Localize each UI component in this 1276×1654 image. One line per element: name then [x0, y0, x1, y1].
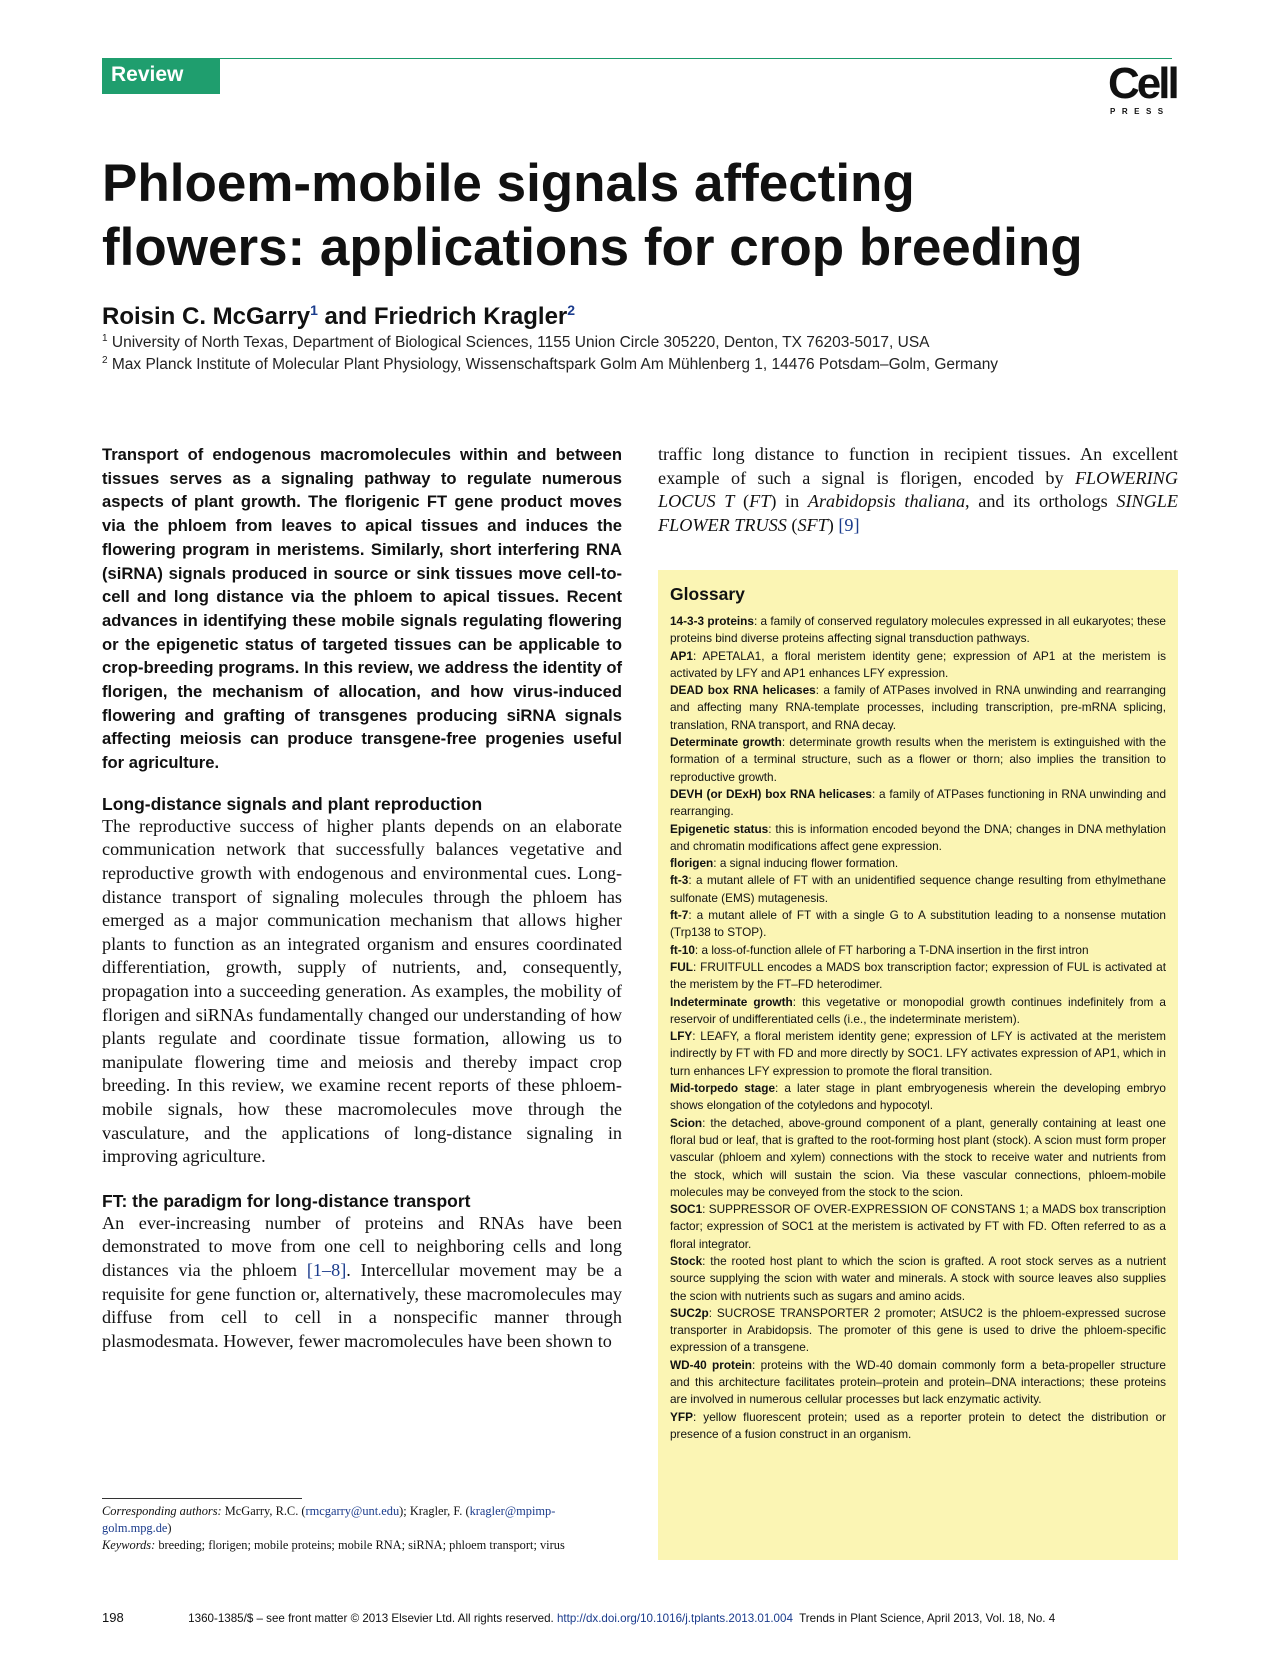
glossary-definition: : determinate growth results when the meristem is extinguished with the formation of a terminal structure, such as a flower or thorn; also implies the transition to reproductive growth.	[670, 735, 1166, 784]
glossary-term: DEVH (or DExH) box RNA helicases	[670, 786, 872, 801]
author-2-affil-mark: 2	[567, 302, 576, 318]
author-list	[102, 302, 575, 331]
glossary-definition: : a signal inducing flower formation.	[713, 856, 899, 871]
doi-link[interactable]: http://dx.doi.org/10.1016/j.tplants.2013.01.004	[556, 1612, 793, 1625]
glossary-item	[670, 907, 1166, 942]
glossary-term: ft-3	[670, 873, 689, 888]
author-1-affil-mark: 1	[310, 302, 318, 318]
glossary-item	[670, 1357, 1166, 1409]
glossary-definition: : a family of conserved regulatory molecules expressed in all eukaryotes; these proteins bind diverse proteins affecting signal transduction pathways.	[670, 614, 1166, 646]
glossary-term: Indeterminate growth	[670, 994, 793, 1009]
title-line-2: flowers: applications for crop breeding	[102, 218, 1083, 277]
glossary-term: florigen	[670, 856, 714, 871]
glossary-item	[670, 994, 1166, 1029]
affiliation-2	[102, 355, 1182, 374]
species-name: Arabidopsis thaliana	[807, 491, 966, 512]
glossary-term: Mid-torpedo stage	[670, 1081, 776, 1096]
glossary-item	[670, 1305, 1166, 1357]
header-rule	[102, 58, 1172, 59]
glossary-definition: : a family of ATPases involved in RNA unwinding and rearranging and affecting many RNA-template processes, including transcription, pre-mRNA splicing, translation, RNA transport, and RNA decay.	[670, 683, 1166, 732]
journal-info: Trends in Plant Science, April 2013, Vol. 18, No. 4	[792, 1612, 1056, 1625]
cell-press-logo	[1108, 59, 1177, 120]
glossary-definition: : proteins with the WD-40 domain commonly form a beta-propeller structure and this architecture facilitates protein–protein and protein–DNA interactions; these proteins are involved in numerous cellular processes but lack enzymatic activity.	[670, 1357, 1166, 1407]
glossary-item	[670, 942, 1166, 959]
glossary-term: FUL	[670, 959, 693, 974]
glossary-item	[670, 1080, 1166, 1115]
glossary-definition: : the detached, above-ground component of a plant, generally containing at least one floral bud or leaf, that is grafted to the root-forming host plant (stock). A scion must form proper vascular (phloem and xylem) connections with the stock to receive water and nutrients from the stock, which will sustain the scion. Via these vascular connections, phloem-mobile molecules may be conveyed from the stock to the scion.	[670, 1115, 1166, 1199]
glossary-item	[670, 1201, 1166, 1253]
glossary-definition: : LEAFY, a floral meristem identity gene; expression of LFY is activated at the meristem indirectly by FT with FD and more directly by SOC1. LFY activates expression of AP1, which in turn enhances LFY expression to promote the floral transition.	[670, 1029, 1166, 1078]
glossary-definition: : this vegetative or monopodial growth continues indefinitely from a reservoir of undifferentiated cells (i.e., the indeterminate meristem).	[670, 994, 1166, 1026]
glossary-definition: : SUPPRESSOR OF OVER-EXPRESSION OF CONSTANS 1; a MADS box transcription factor; expression of SOC1 at the meristem is activated by FT with FD. Often referred to as a floral integrator.	[670, 1202, 1166, 1251]
right-text-paren-2: (	[786, 514, 798, 535]
corresponding-text-a: McGarry, R.C. (	[221, 1504, 306, 1518]
glossary-term: LFY	[670, 1029, 693, 1044]
glossary-box	[658, 570, 1178, 1560]
right-text-close: )	[827, 514, 839, 535]
author-1: Roisin C. McGarry	[102, 303, 311, 330]
left-column	[102, 443, 622, 1353]
glossary-definition: : a mutant allele of FT with an unidentified sequence change resulting from ethylmethane sulfonate (EMS) mutagenesis.	[670, 873, 1166, 905]
section-1-text: The reproductive success of higher plants depends on an elaborate communication network that successfully balances vegetative and reproductive growth with endogenous and environmental cues. Long-distance transport of signaling molecules through the phloem has emerged as a major communication mechanism that allows higher plants to function as an integrated organism and ensures coordinated differentiation, growth, supply of nutrients, and, consequently, propagation into a succeeding generation. As examples, the mobility of florigen and siRNAs fundamentally changed our understanding of how plants regulate and coordinate tissue formation, allowing us to manipulate flowering time and meiosis and thereby impact crop breeding. In this review, we examine recent reports of these phloem-mobile signals, how these macromolecules move through the vasculature, and the applications of long-distance signaling in improving agriculture.	[102, 815, 622, 1167]
page-footer	[102, 1610, 1178, 1625]
glossary-definition: : a later stage in plant embryogenesis wherein the developing embryo shows elongation of the cotyledons and hypocotyl.	[670, 1081, 1166, 1113]
affiliation-1	[102, 333, 1182, 352]
right-text-a: traffic long distance to function in recipient tissues. An excellent example of such a signal is florigen, encoded by	[658, 444, 1178, 488]
affiliation-1-text: University of North Texas, Department of Biological Sciences, 1155 Union Circle 305220, Denton, TX 76203-5017, USA	[111, 334, 930, 352]
glossary-definition: : this is information encoded beyond the DNA; changes in DNA methylation and chromatin modifications affect gene expression.	[670, 821, 1166, 853]
citation-link-9[interactable]: [9]	[838, 514, 860, 535]
glossary-item	[670, 1028, 1166, 1080]
glossary-item	[670, 872, 1166, 907]
glossary-term: ft-10	[670, 942, 695, 957]
glossary-item	[670, 1253, 1166, 1305]
affiliation-2-mark: 2	[102, 355, 108, 366]
glossary-definition: : a mutant allele of FT with a single G to A substitution leading to a nonsense mutation (Trp138 to STOP).	[670, 908, 1166, 940]
section-2-text-b: . Intercellular movement may be a requisite for gene function or, alternatively, these macromolecules may diffuse from cell to cell in a nonspecific manner through plasmodesmata. However, fewer macromolecules have been shown to	[102, 1259, 622, 1351]
abstract: Transport of endogenous macromolecules within and between tissues serves as a signaling pathway to regulate numerous aspects of plant growth. The florigenic FT gene product moves via the phloem from leaves to apical tissues and induces the flowering program in meristems. Similarly, short interfering RNA (siRNA) signals produced in source or sink tissues move cell-to-cell and long distance via the phloem to apical tissues. Recent advances in identifying these mobile signals regulating flowering or the epigenetic status of targeted tissues can be applicable to crop-breeding programs. In this review, we address the identity of florigen, the mechanism of allocation, and how virus-induced flowering and grafting of transgenes producing siRNA signals affecting meiosis can produce transgene-free progenies useful for agriculture.	[102, 445, 622, 773]
corresponding-text-b: ); Kragler, F. (	[399, 1504, 470, 1518]
glossary-term: 14-3-3 proteins	[670, 614, 754, 628]
author-join: and	[317, 303, 374, 330]
glossary-item	[670, 682, 1166, 734]
keywords-label: Keywords:	[102, 1538, 156, 1552]
email-link-2[interactable]: kragler@mpimp-golm.mpg.de	[102, 1504, 556, 1535]
footnote	[102, 1503, 622, 1554]
right-text-paren: (	[734, 491, 750, 512]
section-2-text	[102, 1212, 622, 1354]
author-2: Friedrich Kragler	[373, 303, 568, 330]
glossary-item	[670, 855, 1166, 872]
glossary-term: Determinate growth	[670, 735, 782, 750]
section-heading-2: FT: the paradigm for long-distance transport	[102, 1190, 471, 1211]
corresponding-label: Corresponding authors:	[102, 1504, 222, 1518]
section-2-text-a: An ever-increasing number of proteins and RNAs have been demonstrated to move from one cell to neighboring cells and long distances via the phloem	[102, 1212, 622, 1280]
affiliation-2-text: Max Planck Institute of Molecular Plant Physiology, Wissenschaftspark Golm Am Mühlenberg 1, 14476 Potsdam–Golm, Germany	[111, 356, 999, 374]
glossary-term: Scion	[670, 1115, 703, 1130]
footnote-divider	[102, 1498, 302, 1499]
glossary-term: WD-40 protein	[670, 1357, 753, 1372]
glossary-item	[670, 1409, 1166, 1444]
glossary-term: SOC1	[670, 1202, 703, 1217]
logo-press: PRESS	[1110, 107, 1170, 116]
glossary-definition: : yellow fluorescent protein; used as a reporter protein to detect the distribution or presence of a fusion construct in an organism.	[670, 1409, 1166, 1441]
glossary-definition: : SUCROSE TRANSPORTER 2 promoter; AtSUC2 is the phloem-expressed sucrose transporter in Arabidopsis. The promoter of this gene is used to drive the phloem-specific expression of a transgene.	[670, 1305, 1166, 1355]
glossary-definition: : a loss-of-function allele of FT harboring a T-DNA insertion in the first intron	[694, 942, 1089, 957]
right-column-text	[658, 443, 1178, 537]
email-link-1[interactable]: rmcgarry@unt.edu	[305, 1504, 400, 1518]
gene-name-ft: FT	[749, 491, 771, 512]
citation-link[interactable]: [1–8]	[306, 1259, 347, 1280]
glossary-definition: : FRUITFULL encodes a MADS box transcription factor; expression of FUL is activated at the meristem by the FT–FD heterodimer.	[670, 959, 1166, 992]
gene-name-sft: SFT	[797, 514, 828, 535]
corresponding-text-c: )	[167, 1521, 172, 1535]
article-title	[102, 152, 1182, 280]
glossary-definition: : the rooted host plant to which the scion is grafted. A root stock serves as a nutrient source supplying the scion with water and minerals. A stock with source leaves also supplies the scion with nutrients such as sugars and amino acids.	[670, 1253, 1166, 1303]
section-heading-1: Long-distance signals and plant reproduction	[102, 793, 483, 814]
glossary-item	[670, 734, 1166, 786]
glossary-item	[670, 786, 1166, 821]
glossary-term: YFP	[670, 1409, 693, 1424]
glossary-definition: : APETALA1, a floral meristem identity gene; expression of AP1 at the meristem is activated by LFY and AP1 enhances LFY expression.	[670, 648, 1166, 680]
issn-text: 1360-1385/$ – see front matter © 2013 Elsevier Ltd. All rights reserved.	[188, 1612, 557, 1625]
glossary-definition: : a family of ATPases functioning in RNA unwinding and rearranging.	[670, 786, 1167, 819]
logo-word: Cell	[1108, 59, 1177, 108]
glossary-item	[670, 959, 1166, 994]
affiliation-1-mark: 1	[102, 333, 108, 344]
glossary-term: SUC2p	[670, 1305, 709, 1320]
title-line-1: Phloem-mobile signals affecting	[102, 154, 915, 213]
glossary-term: DEAD box RNA helicases	[670, 683, 816, 698]
glossary-list	[670, 613, 1166, 1443]
right-text-b: , and its orthologs	[965, 491, 1117, 512]
glossary-item	[670, 821, 1166, 856]
keywords-text: breeding; florigen; mobile proteins; mobile RNA; siRNA; phloem transport; virus	[155, 1538, 565, 1552]
gene-name-flt: FLOWERING LOCUS T	[658, 467, 1178, 512]
right-column	[658, 443, 1178, 537]
glossary-item	[670, 648, 1166, 683]
glossary-item	[670, 1115, 1166, 1201]
right-text-in: ) in	[770, 491, 808, 512]
glossary-term: Epigenetic status	[670, 821, 769, 836]
glossary-term: ft-7	[670, 908, 689, 923]
glossary-term: AP1	[670, 648, 693, 663]
glossary-term: Stock	[670, 1253, 703, 1268]
page-number: 198	[102, 1610, 124, 1625]
glossary-title: Glossary	[670, 584, 745, 604]
glossary-item	[670, 613, 1166, 648]
gene-name-sft-full: SINGLE FLOWER TRUSS	[658, 491, 1178, 535]
section-tag: Review	[102, 58, 220, 94]
